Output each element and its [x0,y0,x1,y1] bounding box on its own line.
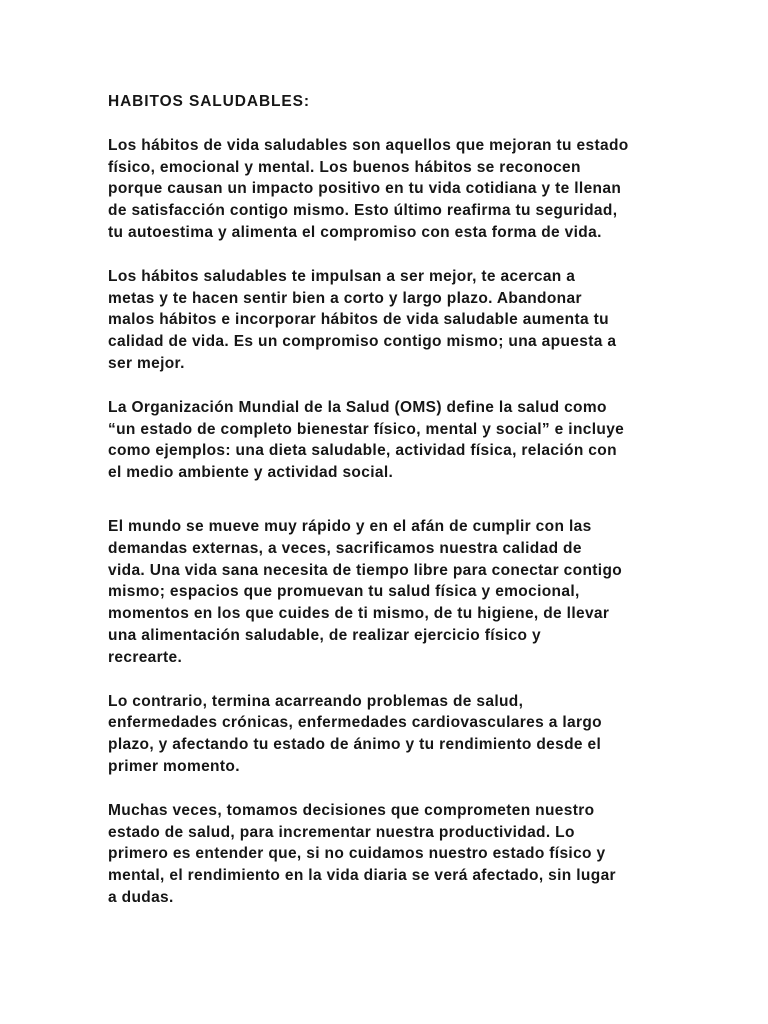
paragraph-line: mismo; espacios que promuevan tu salud física y emocional, [108,583,580,601]
document-title: HABITOS SALUDABLES: [108,93,310,110]
paragraph-line: estado de salud, para incrementar nuestra productividad. Lo [108,823,575,841]
paragraph-line: ser mejor. [108,354,185,372]
paragraph-5 [108,691,668,778]
paragraph-line: una alimentación saludable, de realizar ejercicio físico y [108,626,541,644]
paragraph-line: metas y te hacen sentir bien a corto y largo plazo. Abandonar [108,289,582,307]
paragraph-line: Muchas veces, tomamos decisiones que comprometen nuestro [108,801,595,819]
paragraph-line: tu autoestima y alimenta el compromiso con esta forma de vida. [108,223,602,241]
paragraph-line: La Organización Mundial de la Salud (OMS) define la salud como [108,398,607,416]
paragraph-1 [108,135,668,244]
paragraph-line: vida. Una vida sana necesita de tiempo libre para conectar contigo [108,561,623,579]
paragraph-line: mental, el rendimiento en la vida diaria se verá afectado, sin lugar [108,867,616,885]
paragraph-line: malos hábitos e incorporar hábitos de vida saludable aumenta tu [108,311,609,329]
paragraph-line: recrearte. [108,648,183,666]
paragraph-line: plazo, y afectando tu estado de ánimo y tu rendimiento desde el [108,736,602,754]
paragraph-line: demandas externas, a veces, sacrificamos nuestra calidad de [108,539,582,557]
paragraph-line: de satisfacción contigo mismo. Esto último reafirma tu seguridad, [108,202,618,220]
paragraph-line: “un estado de completo bienestar físico, mental y social” e incluye [108,420,625,438]
paragraph-line: primero es entender que, si no cuidamos nuestro estado físico y [108,845,606,863]
paragraph-line: el medio ambiente y actividad social. [108,464,394,482]
paragraph-line: Lo contrario, termina acarreando problemas de salud, [108,692,524,710]
paragraph-line: como ejemplos: una dieta saludable, actividad física, relación con [108,442,617,460]
paragraph-3 [108,397,668,484]
paragraph-line: Los hábitos saludables te impulsan a ser mejor, te acercan a [108,267,576,285]
paragraph-line: Los hábitos de vida saludables son aquellos que mejoran tu estado [108,136,629,154]
paragraph-line: enfermedades crónicas, enfermedades cardiovasculares a largo [108,714,602,732]
paragraph-line: físico, emocional y mental. Los buenos hábitos se reconocen [108,158,581,176]
document-body [108,91,668,909]
paragraph-line: porque causan un impacto positivo en tu vida cotidiana y te llenan [108,180,622,198]
paragraph-line: momentos en los que cuides de ti mismo, de tu higiene, de llevar [108,605,610,623]
paragraph-line: El mundo se mueve muy rápido y en el afán de cumplir con las [108,517,592,535]
paragraph-6 [108,800,668,909]
paragraph-line: primer momento. [108,757,240,775]
paragraph-2 [108,266,668,375]
paragraph-line: calidad de vida. Es un compromiso contigo mismo; una apuesta a [108,333,617,351]
paragraph-4 [108,516,668,669]
paragraph-line: a dudas. [108,888,174,906]
